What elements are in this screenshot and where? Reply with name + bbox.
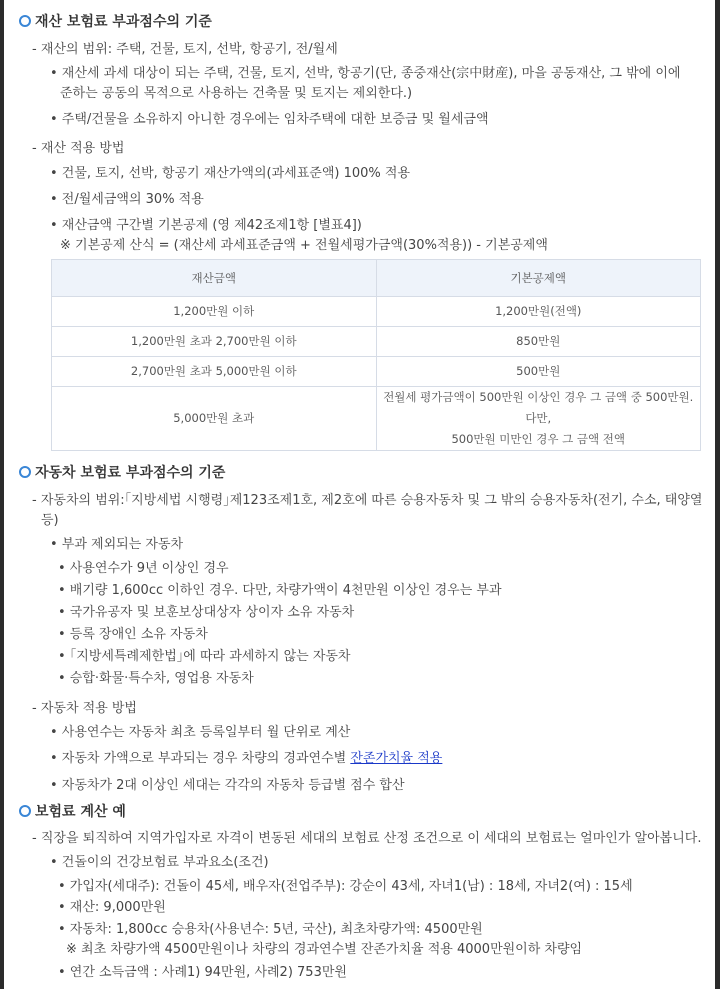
property-range-title: - 재산의 범위: 주택, 건물, 토지, 선박, 항공기, 전/월세: [32, 42, 338, 57]
table-cell: 850만원: [376, 327, 701, 357]
excluded-vehicles-title: • 부과 제외되는 자동차: [50, 537, 184, 552]
list-item: • 배기량 1,600cc 이하인 경우. 다만, 차량가액이 4천만원 이상인 경우는 부과: [58, 583, 502, 598]
table-row: [52, 387, 701, 451]
table-cell: 5,000만원 초과: [52, 387, 377, 451]
table-cell-line: 전월세 평가금액이 500만원 이상인 경우 그 금액 중 500만원. 다만,: [383, 390, 694, 425]
list-item: • 가입자(세대주): 건돌이 45세, 배우자(전업주부): 강순이 43세, 자녀1(남) : 18세, 자녀2(여) : 15세: [58, 879, 633, 894]
property-method-bullet-2: • 전/월세금액의 30% 적용: [50, 192, 204, 207]
table-cell: 1,200만원 이하: [52, 297, 377, 327]
vehicle-range-title: - 자동차의 범위:｢지방세법 시행령｣제123조제1호, 제2호에 따른 승용자동차 및 그 밖의 승용자동차(전기, 수소, 태양열: [32, 493, 703, 508]
list-item: • 재산: 9,000만원: [58, 900, 166, 915]
section-title-example: 보험료 계산 예: [35, 804, 126, 820]
table-cell: 1,200만원(전액): [376, 297, 701, 327]
property-range-bullet-1-cont: 준하는 공동의 목적으로 사용하는 건축물 및 토지는 제외한다.): [60, 86, 413, 101]
table-header-row: [52, 260, 701, 297]
deduction-formula-note: ※ 기본공제 산식 = (재산세 과세표준금액 + 전월세평가금액(30%적용)) - 기본공제액: [60, 238, 548, 253]
table-row: [52, 297, 701, 327]
example-conditions-title: • 건돌이의 건강보험료 부과요소(조건): [50, 855, 269, 870]
vehicle-range-cont: 등): [41, 513, 59, 528]
vehicle-method-bullet-2: [50, 747, 442, 766]
section-bullet-icon: [19, 466, 31, 478]
residual-value-rate-link[interactable]: 잔존가치율 적용: [350, 751, 443, 766]
list-item: • 국가유공자 및 보훈보상대상자 상이자 소유 자동차: [58, 605, 355, 620]
list-item: • ｢지방세특례제한법｣에 따라 과세하지 않는 자동차: [58, 649, 351, 664]
section-bullet-icon: [19, 15, 31, 27]
table-row: [52, 327, 701, 357]
document-page: [4, 0, 715, 989]
example-intro: - 직장을 퇴직하여 지역가입자로 자격이 변동된 세대의 보험료 산정 조건으로 이 세대의 보험료는 얼마인가 알아봅니다.: [32, 831, 702, 846]
table-cell-line: 500만원 미만인 경우 그 금액 전액: [451, 432, 626, 446]
property-method-bullet-3: • 재산금액 구간별 기본공제 (영 제42조제1항 [별표4]): [50, 218, 362, 233]
table-cell: 500만원: [376, 357, 701, 387]
property-range-bullet-1: • 재산세 과세 대상이 되는 주택, 건물, 토지, 선박, 항공기(단, 종중재산(宗中財産), 마을 공동재산, 그 밖에 이에: [50, 66, 681, 81]
section-title-property: 재산 보험료 부과점수의 기준: [35, 14, 212, 30]
list-item: • 등록 장애인 소유 자동차: [58, 627, 208, 642]
property-method-title: - 재산 적용 방법: [32, 141, 125, 156]
table-cell: 1,200만원 초과 2,700만원 이하: [52, 327, 377, 357]
vehicle-method-title: - 자동차 적용 방법: [32, 701, 137, 716]
table-row: [52, 357, 701, 387]
table-cell: 2,700만원 초과 5,000만원 이하: [52, 357, 377, 387]
list-item: • 승합·화물·특수차, 영업용 자동차: [58, 671, 254, 686]
list-item: • 자동차: 1,800cc 승용차(사용년수: 5년, 국산), 최초차량가액: 4500만원: [58, 922, 483, 937]
table-header-cell: 기본공제액: [376, 260, 701, 297]
property-method-bullet-1: • 건물, 토지, 선박, 항공기 재산가액의(과세표준액) 100% 적용: [50, 166, 411, 181]
vehicle-value-note: ※ 최초 차량가액 4500만원이나 차량의 경과연수별 잔존가치율 적용 4000만원이하 차량임: [66, 942, 583, 957]
vehicle-method-bullet-3: • 자동차가 2대 이상인 세대는 각각의 자동차 등급별 점수 합산: [50, 778, 405, 793]
table-cell: [376, 387, 701, 451]
section-bullet-icon: [19, 805, 31, 817]
list-item: • 사용연수가 9년 이상인 경우: [58, 561, 229, 576]
vehicle-method-bullet-2-text: • 자동차 가액으로 부과되는 경우 차량의 경과연수별: [50, 751, 351, 766]
section-title-vehicle: 자동차 보험료 부과점수의 기준: [35, 465, 226, 481]
list-item: • 연간 소득금액 : 사례1) 94만원, 사례2) 753만원: [58, 965, 347, 980]
deduction-table: [51, 259, 701, 451]
vehicle-method-bullet-1: • 사용연수는 자동차 최초 등록일부터 월 단위로 계산: [50, 725, 351, 740]
property-range-bullet-2: • 주택/건물을 소유하지 아니한 경우에는 임차주택에 대한 보증금 및 월세금액: [50, 112, 489, 127]
table-header-cell: 재산금액: [52, 260, 377, 297]
